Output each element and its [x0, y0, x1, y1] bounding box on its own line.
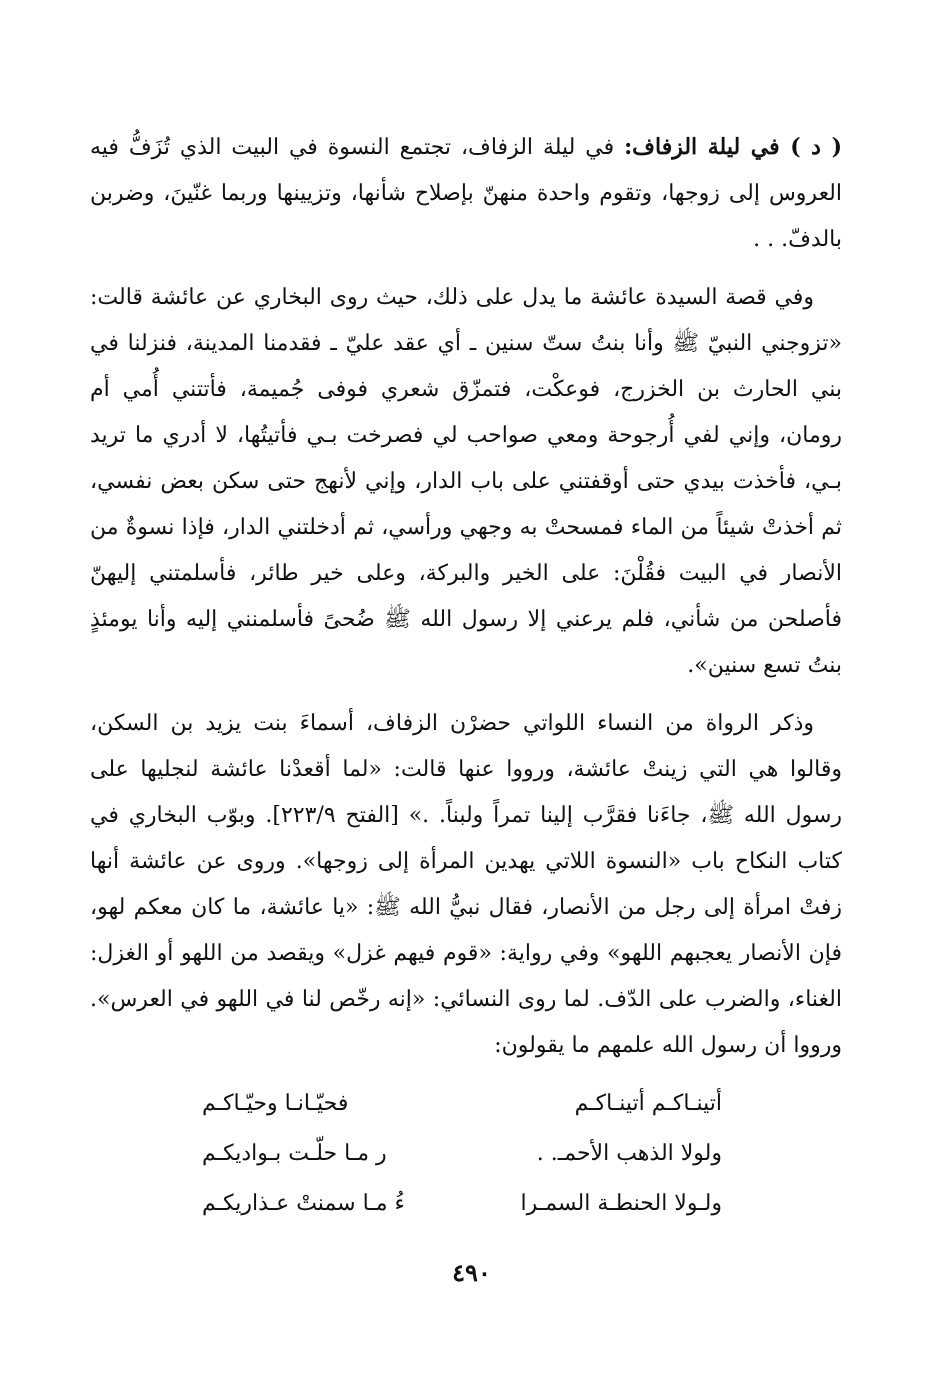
verse-second-hemistich: فحيّـانـا وحيّـاكـم	[202, 1091, 349, 1116]
verse-first-hemistich: ولـولا الحنطـة السمـرا	[520, 1191, 722, 1216]
verse-second-hemistich: ر مـا حلّـت بـواديكـم	[202, 1141, 387, 1166]
poem-verse	[202, 1129, 722, 1179]
verse-first-hemistich: ولولا الذهب الأحمـ. .	[536, 1141, 722, 1166]
page-body	[90, 124, 842, 1229]
verse-second-hemistich: ءُ مـا سمنتْ عـذاريكـم	[202, 1191, 405, 1216]
page-number: ٤٩٠	[452, 1258, 491, 1287]
paragraph-asma-narration: وذكر الرواة من النساء اللواتي حضرْن الزفاف، أسماءَ بنت يزيد بن السكن، وقالوا هي التي زينتْ عائشة، ورووا عنها قالت: «لما أقعدْنا عائشة لنجليها على رسول الله ﷺ، جاءَنا فقرَّب إلينا تمراً ولبناً. .» [الفتح ٢٢٣/٩]. وبوّب البخاري في كتاب النكاح باب «النسوة اللاتي يهدين المرأة إلى زوجها». وروى عن عائشة أنها زفتْ امرأة إلى رجل من الأنصار، فقال نبيُّ الله ﷺ: «يا عائشة، ما كان معكم لهو، فإن الأنصار يعجبهم اللهو» وفي رواية: «قوم فيهم غزل» ويقصد من اللهو أو الغزل: الغناء، والضرب على الدّف. لما روى النسائي: «إنه رخّص لنا في اللهو في العرس». ورووا أن رسول الله علمهم ما يقولون:	[90, 711, 843, 1058]
verse-first-hemistich: أتينـاكـم أتينـاكـم	[574, 1091, 722, 1116]
poem-verse	[202, 1079, 722, 1129]
paragraph-wedding-night	[90, 124, 842, 263]
section-text: في ليلة الزفاف، تجتمع النسوة في البيت الذي تُزَفُّ فيه العروس إلى زوجها، وتقوم واحدة منهنّ بإصلاح شأنها، وتزيينها وربما غنّينَ، وضربن بالدفّ. . .	[90, 135, 842, 252]
section-heading: ( د ) في ليلة الزفاف:	[624, 134, 842, 160]
poem	[202, 1079, 722, 1229]
paragraph-aisha-story: وفي قصة السيدة عائشة ما يدل على ذلك، حيث روى البخاري عن عائشة قالت: «تزوجني النبيّ ﷺ وأنا بنتُ ستّ سنين ـ أي عقد عليّ ـ فقدمنا المدينة، فنزلنا في بني الحارث بن الخزرج، فوعكْت، فتمزّق شعري فوفى جُميمة، فأتتني أُمي أم رومان، وإني لفي أُرجوحة ومعي صواحب لي فصرخت بـي فأتيتُها، لا أدري ما تريد بـي، فأخذت بيدي حتى أوقفتني على باب الدار، وإني لأنهج حتى سكن بعض نفسي، ثم أخذتْ شيئاً من الماء فمسحتْ به وجهي ورأسي، ثم أدخلتني الدار، فإذا نسوةٌ من الأنصار في البيت فقُلْنَ: على الخير والبركة، وعلى خير طائر، فأسلمتني إليهنّ فأصلحن من شأني، فلم يرعني إلا رسول الله ﷺ ضُحىً فأسلمنني إليه وأنا يومئذٍ بنتُ تسع سنين».	[90, 285, 842, 678]
poem-verse	[202, 1179, 722, 1229]
